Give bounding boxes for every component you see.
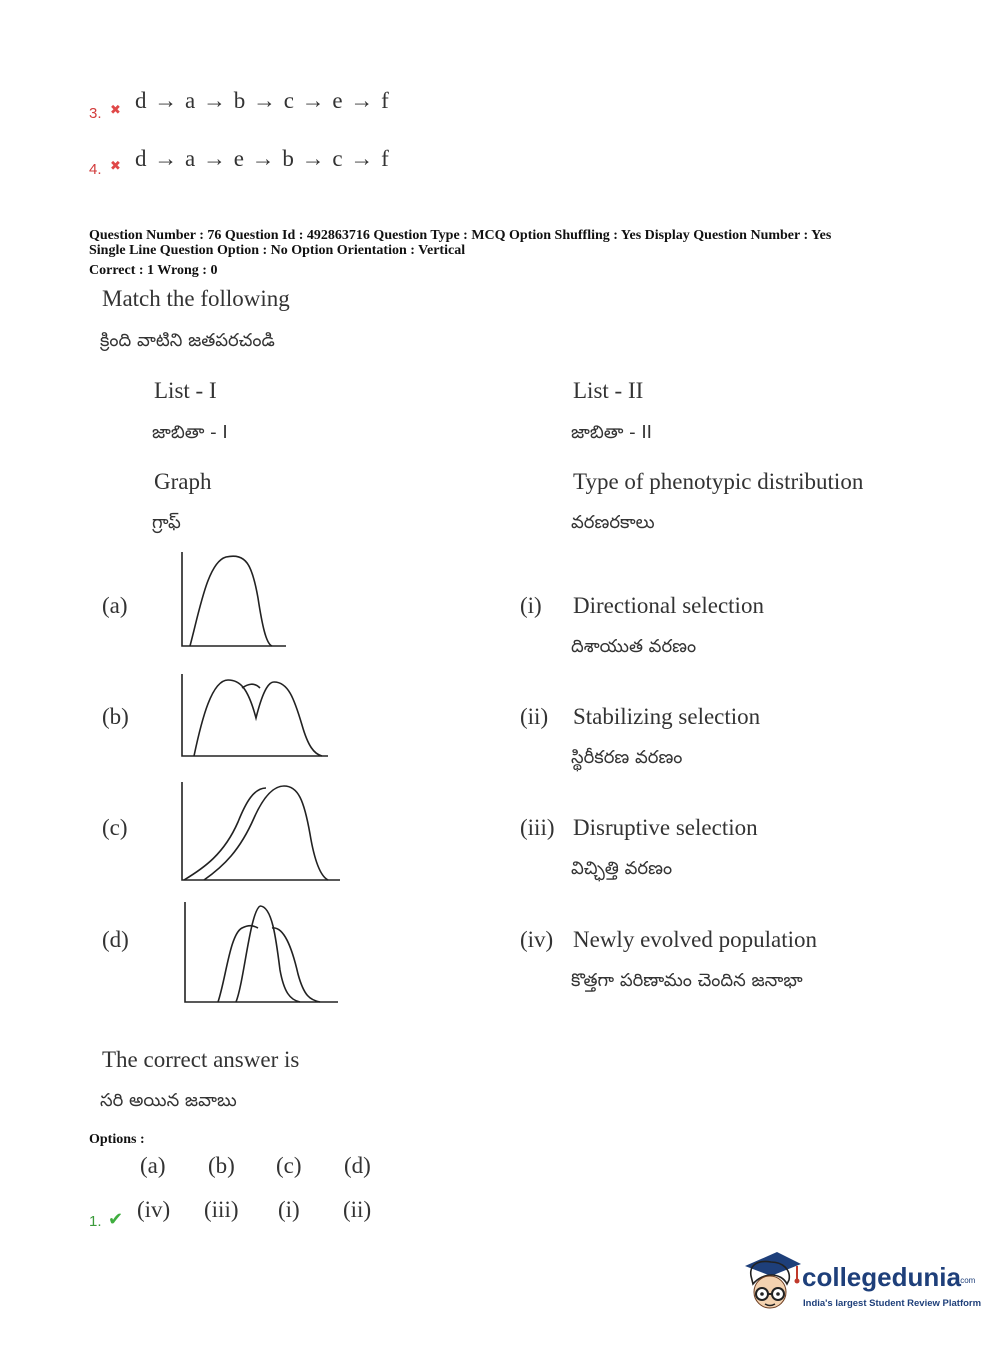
answer-prompt-en: The correct answer is [102,1047,300,1072]
graph-c [176,778,346,886]
score-line: Correct : 1 Wrong : 0 [89,263,218,278]
list2-item-iv-label: (iv) [520,927,554,952]
option-3-number: 3. [89,105,102,122]
list2-item-i-label: (i) [520,593,542,618]
list2-item-ii-en: Stabilizing selection [573,704,761,729]
col1-head-te: గ్రాఫ్ [152,512,181,533]
list2-item-i-en: Directional selection [573,593,764,618]
collegedunia-mascot-icon [741,1250,803,1312]
list2-heading-te: జాబితా - II [571,422,652,443]
graph-d-curve-peak-left [236,906,260,1002]
question-meta-line1: Question Number : 76 Question Id : 492863716 Question Type : MCQ Option Shuffling : Yes Display Question Number : Yes [89,228,832,243]
options-header-b: (b) [208,1153,235,1178]
graph-a-axes [182,552,286,646]
list2-item-i-te: దిశాయుత వరణం [571,636,697,657]
option-3-sequence: d → a → b → c → e → f [135,88,390,113]
answer-prompt-te: సరి అయిన జవాబు [100,1090,237,1111]
question-title-te: క్రింది వాటిని జతపరచండి [100,330,275,351]
list2-item-iii-label: (iii) [520,815,555,840]
list1-heading-te: జాబితా - I [152,422,228,443]
wrong-mark-icon: ✖ [110,103,121,118]
list2-item-ii-label: (ii) [520,704,549,729]
col2-head-en: Type of phenotypic distribution [573,469,864,494]
graph-label-a: (a) [102,593,128,618]
list2-heading-en: List - II [573,378,644,403]
graph-label-b: (b) [102,704,129,729]
option-1-value-d: (ii) [343,1197,372,1222]
graph-d-curve-outer-left [218,926,258,1002]
logo-suffix: .com [958,1276,976,1285]
question-meta-line2: Single Line Question Option : No Option Orientation : Vertical [89,243,466,258]
option-1-number: 1. [89,1213,102,1230]
option-4-sequence: d → a → e → b → c → f [135,146,390,171]
graph-a [176,548,292,652]
col1-head-en: Graph [154,469,212,494]
logo-tagline: India's largest Student Review Platform [803,1298,982,1309]
options-header-a: (a) [140,1153,166,1178]
graph-d-curve-peak-right [260,906,300,1002]
options-header-c: (c) [276,1153,302,1178]
list2-item-iii-en: Disruptive selection [573,815,758,840]
list2-item-iv-en: Newly evolved population [573,927,818,952]
option-1-value-a: (iv) [137,1197,171,1222]
option-1-value-b: (iii) [204,1197,239,1222]
graph-label-c: (c) [102,815,128,840]
graph-d [180,898,342,1008]
graph-d-axes [185,902,338,1002]
list1-heading-en: List - I [154,378,217,403]
option-4-number: 4. [89,161,102,178]
graph-c-curve-left [184,788,266,880]
correct-check-icon: ✔ [108,1209,124,1230]
graph-b [176,670,334,762]
graph-c-curve-right [204,786,328,880]
graph-b-curve [194,680,322,756]
options-label: Options : [89,1132,145,1147]
list2-item-ii-te: స్థిరీకరణ వరణం [571,747,683,768]
col2-head-te: వరణరకాలు [571,512,655,533]
logo-name: collegedunia [802,1262,961,1292]
wrong-mark-icon: ✖ [110,159,121,174]
list2-item-iv-te: కొత్తగా పరిణామం చెందిన జనాభా [571,970,803,991]
graph-a-curve [190,556,272,646]
list2-item-iii-te: విచ్ఛిత్తి వరణం [571,858,673,879]
option-1-value-c: (i) [278,1197,300,1222]
options-header-d: (d) [344,1153,371,1178]
graph-label-d: (d) [102,927,129,952]
question-title-en: Match the following [102,286,290,311]
graph-b-cap [242,684,260,688]
